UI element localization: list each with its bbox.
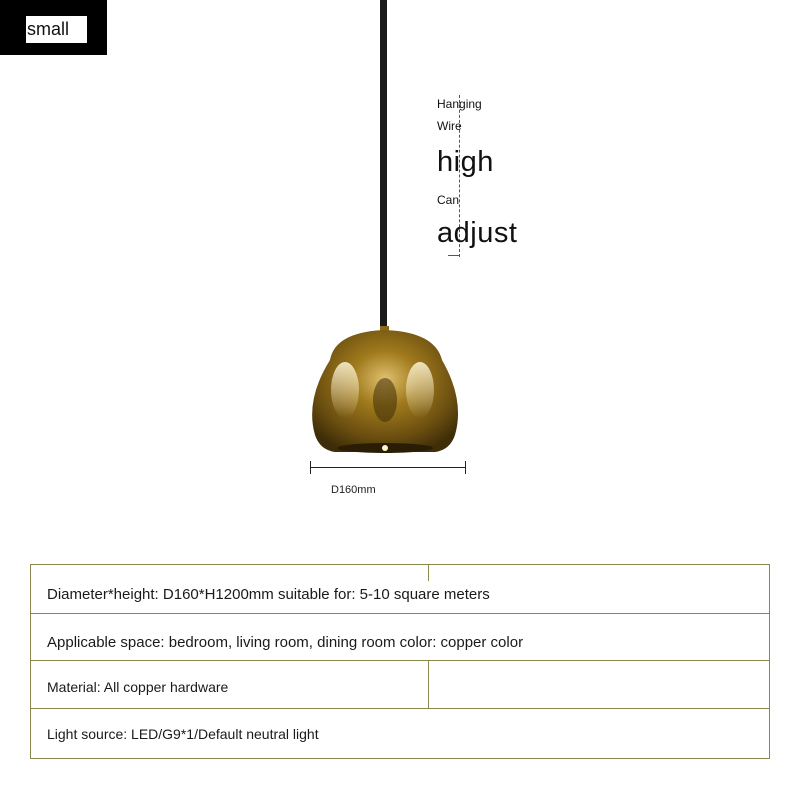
diameter-dimension-end <box>465 461 466 474</box>
height-bracket-tick <box>448 255 460 256</box>
spec-row <box>31 613 769 660</box>
spec-divider <box>428 565 429 581</box>
annotation-adjust: adjust <box>437 217 518 249</box>
size-badge <box>0 0 107 55</box>
annotation-wire: Wire <box>437 119 462 133</box>
size-badge-label-box <box>26 16 87 43</box>
spec-row <box>31 660 769 708</box>
spec-material: Material: All copper hardware <box>47 679 229 695</box>
spec-table <box>30 564 770 759</box>
spec-dimensions: Diameter*height: D160*H1200mm suitable for: 5-10 square meters <box>47 586 490 603</box>
spec-divider <box>428 661 429 708</box>
spec-row <box>31 708 769 760</box>
annotation-high: high <box>437 146 494 178</box>
spec-applicable-space: Applicable space: bedroom, living room, dining room color: copper color <box>47 634 524 651</box>
spec-light-source: Light source: LED/G9*1/Default neutral light <box>47 726 319 742</box>
diameter-label: D160mm <box>331 484 376 496</box>
size-badge-label: small <box>27 19 70 39</box>
diameter-dimension-start <box>310 461 311 474</box>
pendant-lamp-icon <box>300 320 470 460</box>
annotation-hanging: Hanging <box>437 97 482 111</box>
diameter-dimension-line <box>310 467 466 468</box>
spec-row <box>31 565 769 613</box>
annotation-can: Can <box>437 193 460 207</box>
hanging-wire <box>380 0 387 330</box>
